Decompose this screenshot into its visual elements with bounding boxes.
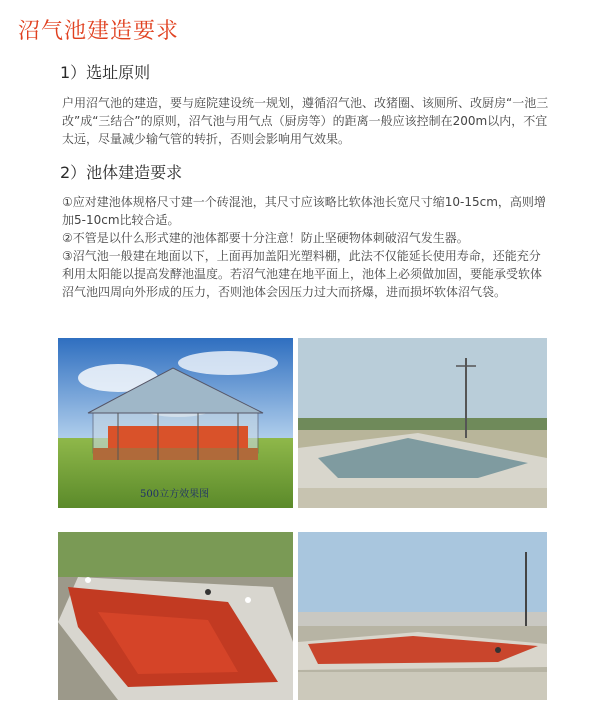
photo-workers-liner	[58, 532, 293, 700]
pool-construction-list	[62, 193, 552, 301]
section-heading-pool-construction: 2）池体建造要求	[60, 163, 183, 182]
photo-greenhouse-rendering	[58, 338, 293, 508]
list-item: ③沼气池一般建在地面以下，上面再加盖阳光塑料棚，此法不仅能延长使用寿命，还能充分利用太阳能以提高发酵池温度。若沼气池建在地平面上，池体上必须做加固，要能承受软体沼气池四周向外形成的压力，否则池体会因压力过大而挤爆，进而损坏软体沼气袋。	[62, 249, 543, 299]
section-heading-site-selection: 1）选址原则	[60, 63, 151, 82]
photo-liner-pits-row	[298, 532, 547, 700]
photo-concrete-pits	[298, 338, 547, 508]
site-selection-paragraph: 户用沼气池的建造，要与庭院建设统一规划，遵循沼气池、改猪圈、该厕所、改厨房“一池三改”成“三结合”的原则，沼气池与用气点（厨房等）的距离一般应该控制在200m以内，不宜太远，尽量减少输气管的转折，否则会影响用气效果。	[62, 96, 549, 146]
list-item: ②不管是以什么形式建的池体都要十分注意！防止坚硬物体刺破沼气发生器。	[62, 231, 469, 245]
page-title: 沼气池建造要求	[18, 19, 180, 44]
list-item: ①应对建池体规格尺寸建一个砖混池，其尺寸应该略比软体池长宽尺寸缩10-15cm，高则增加5-10cm比较合适。	[62, 195, 546, 227]
photo-caption: 500立方效果图	[140, 489, 210, 500]
